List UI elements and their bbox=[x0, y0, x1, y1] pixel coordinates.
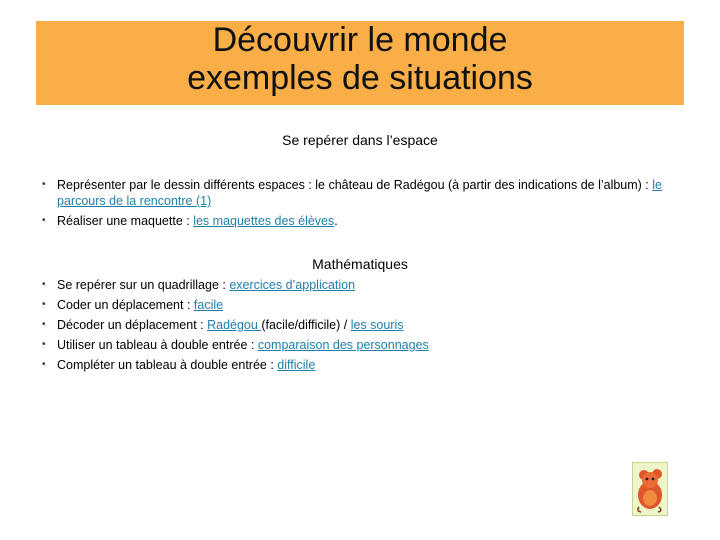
item-text: Compléter un tableau à double entrée : bbox=[57, 358, 278, 372]
item-text: Décoder un déplacement : bbox=[57, 318, 208, 332]
link-difficile[interactable]: difficile bbox=[277, 358, 316, 372]
math-list bbox=[42, 277, 672, 377]
link-facile[interactable]: facile bbox=[193, 298, 224, 312]
list-item bbox=[42, 277, 672, 293]
item-text-end: . bbox=[334, 214, 338, 228]
item-text-middle: (facile/difficile) / bbox=[261, 318, 351, 332]
title-line-2: exemples de situations bbox=[187, 59, 533, 97]
mouse-illustration-icon bbox=[632, 462, 668, 516]
link-radegou[interactable]: Radégou bbox=[207, 318, 262, 332]
title-line-1: Découvrir le monde bbox=[212, 21, 508, 59]
slide-title bbox=[0, 21, 720, 97]
espace-list bbox=[42, 177, 672, 233]
list-item bbox=[42, 297, 672, 313]
item-text: Coder un déplacement : bbox=[57, 298, 194, 312]
item-text: Réaliser une maquette : bbox=[57, 214, 194, 228]
link-exercices-application[interactable]: exercices d’application bbox=[229, 278, 356, 292]
list-item bbox=[42, 357, 672, 373]
link-maquettes-eleves[interactable]: les maquettes des élèves bbox=[193, 214, 335, 228]
list-item bbox=[42, 317, 672, 333]
link-les-souris[interactable]: les souris bbox=[350, 318, 404, 332]
item-text: Se repérer sur un quadrillage : bbox=[57, 278, 230, 292]
item-text: Utiliser un tableau à double entrée : bbox=[57, 338, 258, 352]
section-heading-mathematiques: Mathématiques bbox=[312, 256, 408, 272]
link-comparaison-personnages[interactable]: comparaison des personnages bbox=[257, 338, 429, 352]
list-item bbox=[42, 337, 672, 353]
list-item bbox=[42, 213, 672, 229]
link-parcours-rencontre[interactable]: le parcours de la rencontre (1) bbox=[57, 178, 662, 208]
section-heading-espace: Se repérer dans l’espace bbox=[282, 132, 438, 148]
list-item bbox=[42, 177, 672, 209]
item-text: Représenter par le dessin différents espaces : le château de Radégou (à partir des indications de l’album) : bbox=[57, 178, 653, 192]
